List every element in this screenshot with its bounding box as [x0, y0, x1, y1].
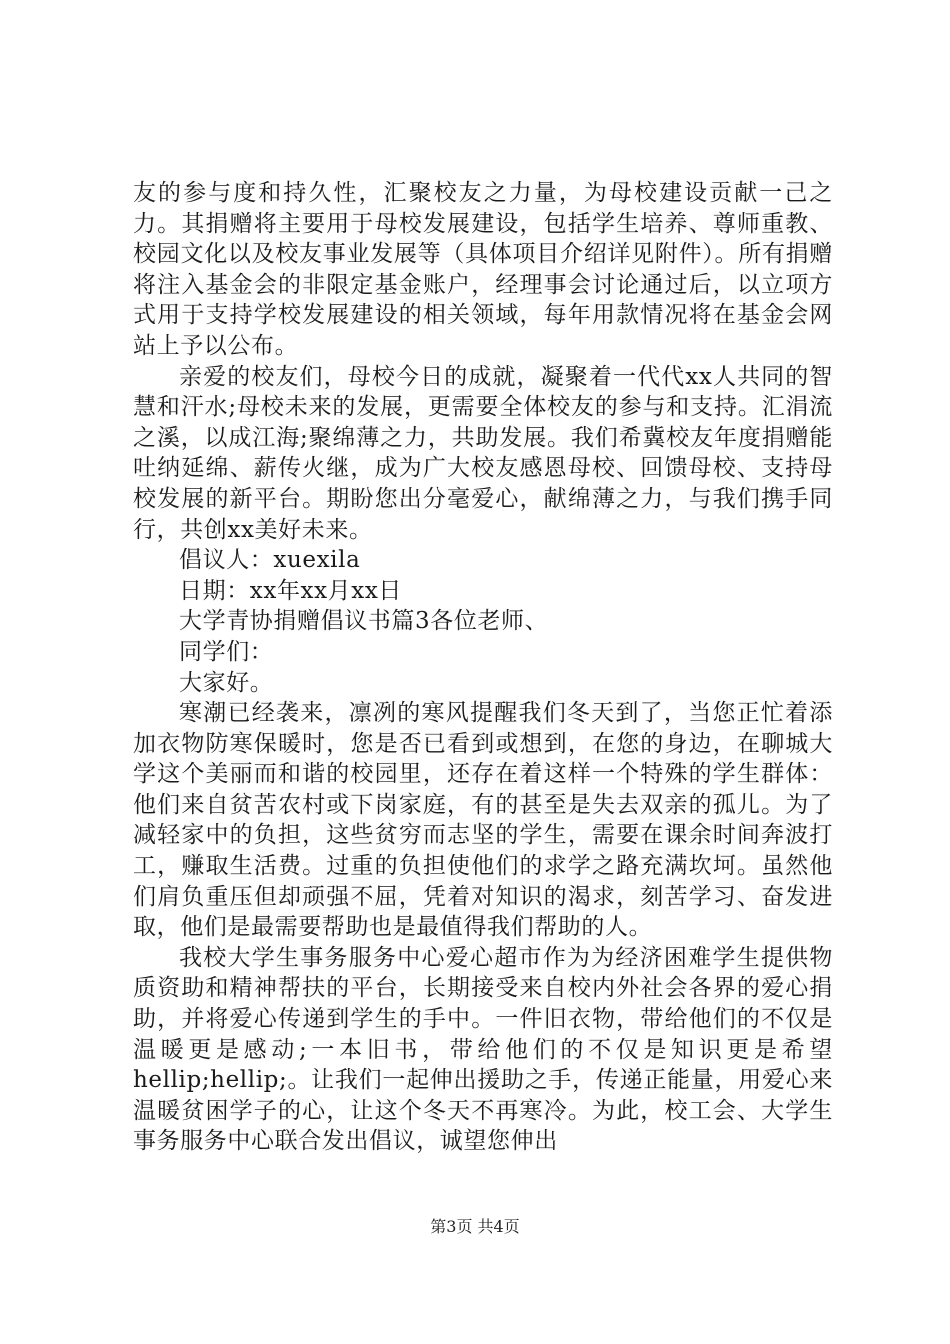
paragraph-appeal: 亲爱的校友们，母校今日的成就，凝聚着一代代xx人共同的智慧和汗水;母校未来的发展，更需要全体校友的参与和支持。汇涓流之溪，以成江海;聚绵薄之力，共助发展。我们希冀校友年度捐赠能吐纳延绵、薪传火继，成为广大校友感恩母校、回馈母校、支持母校发展的新平台。期盼您出分毫爱心，献绵薄之力，与我们携手同行，共创xx美好未来。	[133, 363, 833, 543]
paragraph-continuation: 友的参与度和持久性，汇聚校友之力量，为母校建设贡献一己之力。其捐赠将主要用于母校发展建设，包括学生培养、尊师重教、校园文化以及校友事业发展等（具体项目介绍详见附件）。所有捐赠将注入基金会的非限定基金账户，经理事会讨论通过后，以立项方式用于支持学校发展建设的相关领域，每年用款情况将在基金会网站上予以公布。	[133, 180, 833, 359]
salutation-line: 同学们：	[179, 638, 274, 665]
date-line: 日期：xx年xx月xx日	[179, 577, 403, 604]
paragraph-love-supermarket: 我校大学生事务服务中心爱心超市作为为经济困难学生提供物质资助和精神帮扶的平台，长期接受来自校内外社会各界的爱心捐助，并将爱心传递到学生的手中。一件旧衣物，带给他们的不仅是温暖更是感动;一本旧书，带给他们的不仅是知识更是希望hellip;hellip;。让我们一起伸出援助之手，传递正能量，用爱心来温暖贫困学子的心，让这个冬天不再寒冷。为此，校工会、大学生事务服务中心联合发出倡议，诚望您伸出	[133, 944, 833, 1155]
greeting-line: 大家好。	[179, 669, 274, 696]
section-heading: 大学青协捐赠倡议书篇3各位老师、	[179, 608, 549, 635]
page-number-footer: 第3页 共4页	[430, 1217, 520, 1236]
paragraph-cold-wave: 寒潮已经袭来，凛冽的寒风提醒我们冬天到了，当您正忙着添加衣物防寒保暖时，您是否已看到或想到，在您的身边，在聊城大学这个美丽而和谐的校园里，还存在着这样一个特殊的学生群体：他们来自贫苦农村或下岗家庭，有的甚至是失去双亲的孤儿。为了减轻家中的负担，这些贫穷而志坚的学生，需要在课余时间奔波打工，赚取生活费。过重的负担使他们的求学之路充满坎坷。虽然他们肩负重压但却顽强不屈，凭着对知识的渴求，刻苦学习、奋发进取，他们是最需要帮助也是最值得我们帮助的人。	[133, 700, 833, 941]
document-body	[133, 178, 833, 1157]
initiator-line: 倡议人：xuexila	[179, 547, 361, 574]
